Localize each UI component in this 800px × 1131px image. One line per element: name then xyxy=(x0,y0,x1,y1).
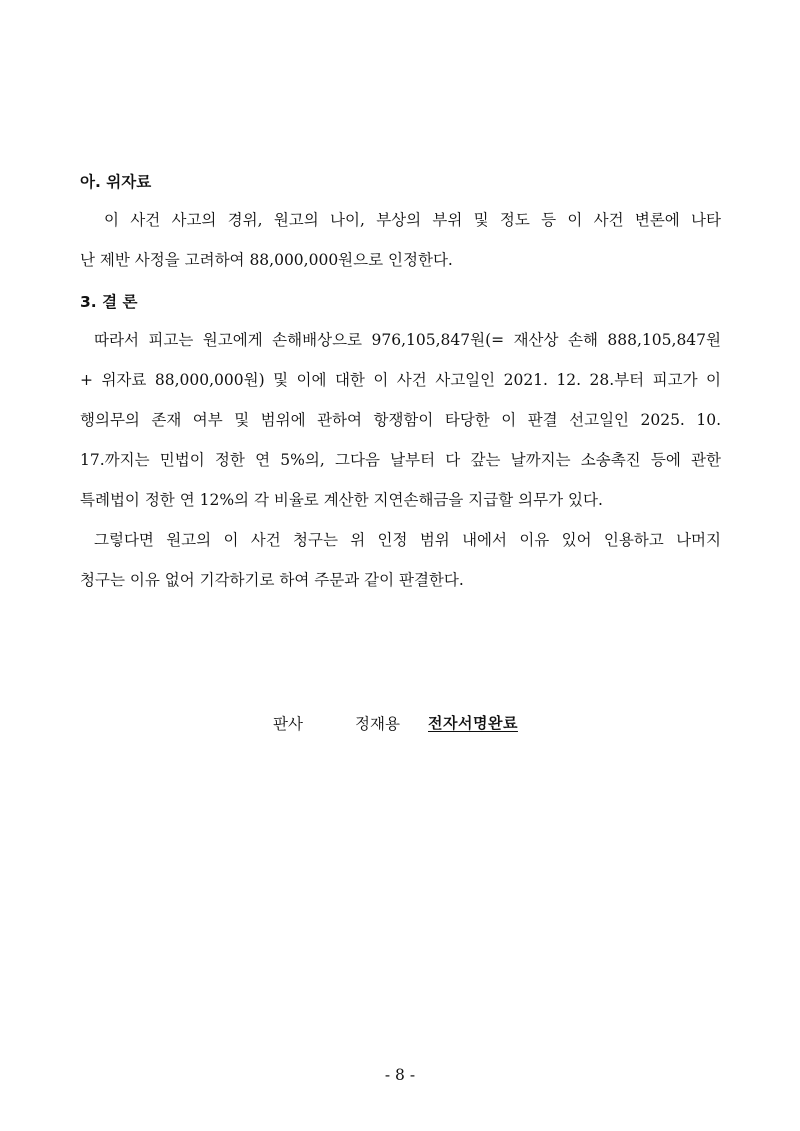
e-signature-complete-stamp: 전자서명완료 xyxy=(428,714,518,732)
conclusion-p2-line-1: 그렇다면 원고의 이 사건 청구는 위 인정 범위 내에서 이유 있어 인용하고 나머지 xyxy=(94,531,721,549)
section-a-line-1: 이 사건 사고의 경위, 원고의 나이, 부상의 부위 및 정도 등 이 사건 변론에 나타 xyxy=(104,211,721,229)
section-heading-consolation: 아. 위자료 xyxy=(80,173,152,191)
conclusion-p1-line-3: 행의무의 존재 여부 및 범위에 관하여 항쟁함이 타당한 이 판결 선고일인 2025. 10. xyxy=(80,411,721,429)
judge-title: 판사 xyxy=(273,715,303,733)
conclusion-p1-line-1: 따라서 피고는 원고에게 손해배상으로 976,105,847원(= 재산상 손해 888,105,847원 xyxy=(94,331,721,349)
section-heading-conclusion: 3. 결 론 xyxy=(80,293,138,311)
conclusion-p1-line-2: + 위자료 88,000,000원) 및 이에 대한 이 사건 사고일인 2021. 12. 28.부터 피고가 이 xyxy=(80,371,721,389)
judge-name: 정재용 xyxy=(355,715,400,733)
page-number: - 8 - xyxy=(384,1066,416,1084)
conclusion-p1-line-5: 특례법이 정한 연 12%의 각 비율로 계산한 지연손해금을 지급할 의무가 있다. xyxy=(80,491,603,509)
conclusion-p1-line-4: 17.까지는 민법이 정한 연 5%의, 그다음 날부터 다 갚는 날까지는 소송촉진 등에 관한 xyxy=(80,451,721,469)
section-a-line-2: 난 제반 사정을 고려하여 88,000,000원으로 인정한다. xyxy=(80,251,453,269)
conclusion-p2-line-2: 청구는 이유 없어 기각하기로 하여 주문과 같이 판결한다. xyxy=(80,571,464,589)
